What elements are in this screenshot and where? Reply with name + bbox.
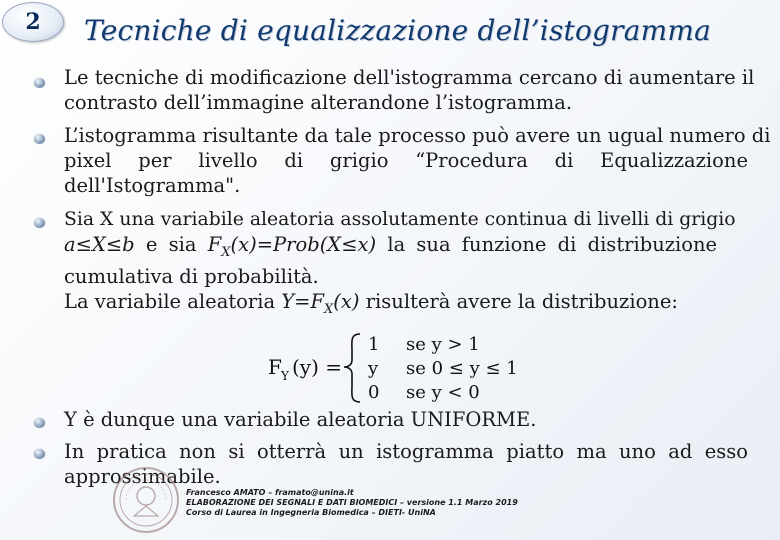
eq-lhs-sub: Y: [281, 369, 289, 383]
math-range: a≤X≤b: [64, 232, 135, 256]
footer-degree: Corso di Laurea in Ingegneria Biomedica – DIETI- UniNA: [186, 508, 436, 517]
bullet-1-icon: [34, 78, 45, 88]
text-segment: risulterà avere la distribuzione:: [359, 290, 678, 314]
paragraph-3-line-3: cumulativa di probabilità.: [64, 265, 319, 289]
paragraph-3-line-1: Sia X una variabile aleatoria assolutamente continua di livelli di grigio: [64, 209, 736, 230]
brace-icon: [344, 334, 360, 402]
paragraph-2: [64, 124, 771, 198]
bullet-2-icon: [34, 134, 45, 144]
paragraph-1-line-1: Le tecniche di modificazione dell'istogramma cercano di aumentare il: [64, 66, 755, 89]
footer-author: Francesco AMATO – framato@unina.it: [186, 488, 354, 497]
eq-lhs-arg: (y) =: [292, 355, 343, 379]
text-segment: La variabile aleatoria: [64, 290, 282, 314]
paragraph-5-line-1: In pratica non si otterrà un istogramma piatto ma uno ad esso: [64, 440, 748, 463]
eq-case1-condition: se y > 1: [406, 334, 480, 355]
footer-credits: [186, 488, 518, 518]
bullet-4-icon: [34, 418, 45, 428]
slide-title: Tecniche di equalizzazione dell’istogramma: [84, 14, 712, 47]
bullet-3-icon: [34, 218, 45, 228]
paragraph-1: [64, 66, 755, 116]
bullet-5-icon: [34, 449, 45, 459]
paragraph-5-line-2: approssimabile.: [64, 464, 221, 488]
eq-case1-value: 1: [368, 334, 380, 355]
eq-case2-condition: se 0 ≤ y ≤ 1: [406, 358, 518, 379]
eq-case3-condition: se y < 0: [406, 382, 480, 403]
university-seal-icon: [112, 466, 180, 534]
paragraph-3: [64, 208, 748, 323]
text-segment: la sua funzione di distribuzione: [376, 232, 718, 256]
slide-number: 2: [25, 9, 41, 35]
footer-course-version: ELABORAZIONE DEI SEGNALI E DATI BIOMEDICI – versione 1.1 Marzo 2019: [186, 498, 518, 507]
equation-piecewise: [268, 330, 568, 404]
slide-number-badge: [2, 2, 64, 42]
paragraph-3-line-4: [64, 290, 748, 323]
eq-lhs-F: F: [268, 355, 282, 379]
paragraph-2-line-2: pixel per livello di grigio “Procedura di Equalizzazione: [64, 148, 748, 172]
paragraph-4-line-1: Y è dunque una variabile aleatoria UNIFORME.: [64, 408, 537, 431]
math-F: F: [207, 232, 222, 256]
paragraph-2-line-3: dell'Istogramma".: [64, 173, 241, 197]
math-arg: (x): [333, 290, 360, 314]
text-segment: e sia: [134, 232, 208, 256]
eq-case3-value: 0: [368, 382, 380, 403]
math-subscript: X: [324, 302, 334, 318]
math-subscript: X: [221, 244, 231, 260]
paragraph-1-line-2: contrasto dell’immagine alterandone l’istogramma.: [64, 90, 573, 114]
paragraph-4: [64, 408, 748, 433]
math-cdf: (x)=Prob(X≤x): [230, 232, 377, 256]
paragraph-3-line-2: [64, 233, 748, 266]
eq-case2-value: y: [368, 358, 379, 379]
math-Y: Y=F: [281, 290, 325, 314]
paragraph-2-line-1: L’istogramma risultante da tale processo può avere un ugual numero di: [64, 124, 771, 147]
